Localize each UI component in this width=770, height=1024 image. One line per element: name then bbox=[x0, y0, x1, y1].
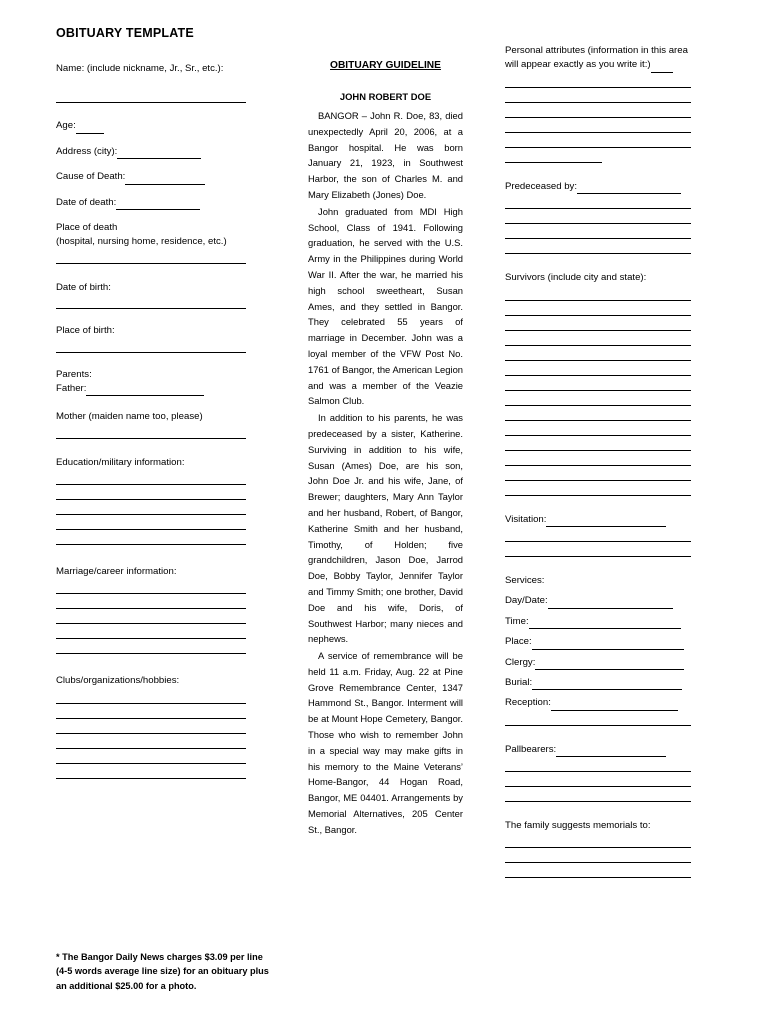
pallbearers-input-line-1[interactable] bbox=[556, 745, 666, 757]
name-label: Name: (include nickname, Jr., Sr., etc.): bbox=[56, 63, 224, 74]
burial-input-line[interactable] bbox=[532, 678, 682, 690]
date-of-birth-input-line[interactable] bbox=[56, 308, 246, 309]
left-column bbox=[56, 26, 246, 790]
sample-paragraph-1: BANGOR – John R. Doe, 83, died unexpectedly April 20, 2006, at a Bangor hospital. He was born January 21, 1923, in Southwest Harbor, the son of Charles M. and Mary Elizabeth (Jones) Doe. bbox=[308, 110, 463, 200]
clergy-input-line[interactable] bbox=[535, 658, 684, 670]
day-date-input-line[interactable] bbox=[548, 597, 673, 609]
marriage-input-line-2[interactable] bbox=[56, 608, 246, 609]
reception-input-line-1[interactable] bbox=[551, 699, 678, 711]
attributes-input-line-1[interactable] bbox=[505, 87, 691, 88]
survivors-input-line-5[interactable] bbox=[505, 360, 691, 361]
date-of-death-input-line[interactable] bbox=[116, 198, 200, 210]
place-of-death-sublabel: (hospital, nursing home, residence, etc.) bbox=[56, 236, 227, 248]
date-of-birth-field-block bbox=[56, 281, 246, 309]
pallbearers-block bbox=[505, 743, 691, 802]
mother-label: Mother (maiden name too, please) bbox=[56, 411, 203, 423]
survivors-input-line-6[interactable] bbox=[505, 375, 691, 376]
place-of-birth-label: Place of birth: bbox=[56, 325, 115, 337]
father-input-line[interactable] bbox=[86, 384, 204, 396]
pallbearers-input-line-3[interactable] bbox=[505, 786, 691, 787]
cause-field-block bbox=[56, 170, 246, 184]
education-input-line-5[interactable] bbox=[56, 544, 246, 545]
pallbearers-input-line-2[interactable] bbox=[505, 771, 691, 772]
burial-row bbox=[505, 676, 691, 690]
place-of-death-field-block bbox=[56, 221, 246, 264]
mother-field-block bbox=[56, 410, 246, 438]
memorials-input-line-1[interactable] bbox=[505, 847, 691, 848]
parents-label: Parents: bbox=[56, 368, 92, 380]
attributes-inline-line[interactable] bbox=[651, 61, 673, 73]
place-of-birth-field-block bbox=[56, 324, 246, 352]
reception-label: Reception: bbox=[505, 697, 551, 709]
age-row bbox=[56, 119, 246, 133]
address-label: Address (city): bbox=[56, 145, 118, 157]
personal-attributes-block bbox=[505, 44, 691, 163]
footnote-line-1: * The Bangor Daily News charges $3.09 per line bbox=[56, 952, 263, 962]
attributes-input-line-5[interactable] bbox=[505, 147, 691, 148]
address-field-block bbox=[56, 145, 246, 159]
date-of-death-row bbox=[56, 196, 246, 210]
marriage-input-line-1[interactable] bbox=[56, 593, 246, 594]
education-field-block bbox=[56, 456, 246, 545]
attributes-input-line-3[interactable] bbox=[505, 117, 691, 118]
education-input-line-1[interactable] bbox=[56, 484, 246, 485]
predeceased-row bbox=[505, 180, 691, 194]
clubs-input-line-6[interactable] bbox=[56, 778, 246, 779]
clubs-input-line-1[interactable] bbox=[56, 703, 246, 704]
clubs-input-line-5[interactable] bbox=[56, 763, 246, 764]
place-of-death-input-line[interactable] bbox=[56, 263, 246, 264]
survivors-input-line-4[interactable] bbox=[505, 345, 691, 346]
footnote bbox=[56, 950, 271, 993]
education-input-line-2[interactable] bbox=[56, 499, 246, 500]
name-field-block bbox=[56, 62, 246, 103]
age-input-line[interactable] bbox=[76, 122, 104, 134]
marriage-label: Marriage/career information: bbox=[56, 566, 177, 578]
clergy-label: Clergy: bbox=[505, 656, 536, 668]
survivors-input-line-7[interactable] bbox=[505, 390, 691, 391]
father-row bbox=[56, 382, 246, 396]
memorials-input-line-2[interactable] bbox=[505, 862, 691, 863]
services-block bbox=[505, 574, 691, 726]
place-row bbox=[505, 635, 691, 649]
cause-label: Cause of Death: bbox=[56, 171, 126, 183]
visitation-input-line-2[interactable] bbox=[505, 541, 691, 542]
survivors-label: Survivors (include city and state): bbox=[505, 272, 647, 284]
visitation-input-line-1[interactable] bbox=[546, 515, 666, 527]
attributes-label-line-2 bbox=[505, 58, 691, 72]
clubs-field-block bbox=[56, 674, 246, 778]
guideline-title: OBITUARY GUIDELINE bbox=[330, 60, 441, 71]
survivors-input-line-3[interactable] bbox=[505, 330, 691, 331]
clubs-label: Clubs/organizations/hobbies: bbox=[56, 675, 180, 687]
date-of-birth-label: Date of birth: bbox=[56, 281, 111, 293]
memorials-block bbox=[505, 819, 691, 878]
survivors-input-line-8[interactable] bbox=[505, 405, 691, 406]
age-field-block bbox=[56, 119, 246, 133]
sample-obituary-name: JOHN ROBERT DOE bbox=[339, 91, 432, 102]
page-title: OBITUARY TEMPLATE bbox=[56, 26, 194, 40]
place-of-birth-input-line[interactable] bbox=[56, 352, 246, 353]
predeceased-input-line-4[interactable] bbox=[505, 238, 691, 239]
cause-input-line[interactable] bbox=[125, 173, 205, 185]
place-of-death-label: Place of death bbox=[56, 221, 118, 233]
visitation-row bbox=[505, 513, 691, 527]
place-label: Place: bbox=[505, 636, 532, 648]
footnote-line-2: (4-5 words average line size) for an obituary plus bbox=[56, 966, 269, 977]
clergy-row bbox=[505, 656, 691, 670]
predeceased-label: Predeceased by: bbox=[505, 180, 577, 192]
survivors-input-line-12[interactable] bbox=[505, 465, 691, 466]
attributes-label-line-1: Personal attributes (information in this area bbox=[505, 45, 688, 56]
clubs-input-line-4[interactable] bbox=[56, 748, 246, 749]
services-label: Services: bbox=[505, 574, 545, 586]
attributes-label-line-2-text: will appear exactly as you write it:) bbox=[505, 59, 651, 71]
burial-label: Burial: bbox=[505, 676, 533, 688]
age-label: Age: bbox=[56, 120, 76, 132]
survivors-input-line-11[interactable] bbox=[505, 450, 691, 451]
memorials-label: The family suggests memorials to: bbox=[505, 820, 651, 832]
sample-paragraph-3: In addition to his parents, he was predeceased by a sister, Katherine. Surviving in addition to his wife, Susan (Ames) Doe, are his son, John Doe Jr. and his wife, Jane, of Brewer; daughters, Mary Ann Taylor and her husband, Robert, of Bangor, Katherine Smith and her husband, Timothy, of Holden; five grandchildren, Jason Doe, Jarrod Doe, Bobby Taylor, Jennifer Taylor and Timmy Smith; one brother, David Doe and his wife, Doris, of Southwest Harbor; many nieces and nephews. bbox=[308, 412, 463, 645]
marriage-input-line-3[interactable] bbox=[56, 623, 246, 624]
survivors-input-line-10[interactable] bbox=[505, 435, 691, 436]
day-date-label: Day/Date: bbox=[505, 595, 548, 607]
education-input-line-3[interactable] bbox=[56, 514, 246, 515]
address-row bbox=[56, 145, 246, 159]
predeceased-input-line-3[interactable] bbox=[505, 223, 691, 224]
cause-row bbox=[56, 170, 246, 184]
clubs-input-line-2[interactable] bbox=[56, 718, 246, 719]
date-of-death-field-block bbox=[56, 196, 246, 210]
predeceased-input-line-2[interactable] bbox=[505, 208, 691, 209]
father-label: Father: bbox=[56, 382, 87, 394]
pallbearers-label: Pallbearers: bbox=[505, 743, 557, 755]
sample-paragraph-2: John graduated from MDI High School, Class of 1941. Following graduation, he served with the U.S. Army in the Philippines during World War II. After the war, he married his high school sweetheart, Susan Ames, and they settled in Bangor. They celebrated 55 years of marriage in December. John was a loyal member of the VFW Post No. 1761 of Bangor, the American Legion and was a member of the Veazie Salmon Club. bbox=[308, 205, 463, 407]
reception-row bbox=[505, 696, 691, 710]
attributes-input-line-4[interactable] bbox=[505, 132, 691, 133]
predeceased-input-line-1[interactable] bbox=[577, 182, 681, 194]
time-row bbox=[505, 615, 691, 629]
attributes-input-line-2[interactable] bbox=[505, 102, 691, 103]
visitation-label: Visitation: bbox=[505, 513, 547, 525]
survivors-input-line-13[interactable] bbox=[505, 480, 691, 481]
survivors-block bbox=[505, 271, 691, 495]
date-of-death-label: Date of death: bbox=[56, 196, 117, 208]
survivors-input-line-2[interactable] bbox=[505, 315, 691, 316]
survivors-input-line-9[interactable] bbox=[505, 420, 691, 421]
mother-input-line[interactable] bbox=[56, 438, 246, 439]
day-date-row bbox=[505, 594, 691, 608]
memorials-input-line-3[interactable] bbox=[505, 877, 691, 878]
time-label: Time: bbox=[505, 615, 529, 627]
footnote-line-3: an additional $25.00 for a photo. bbox=[56, 980, 197, 991]
education-input-line-4[interactable] bbox=[56, 529, 246, 530]
predeceased-block bbox=[505, 180, 691, 254]
parents-field-block bbox=[56, 368, 246, 397]
clubs-input-line-3[interactable] bbox=[56, 733, 246, 734]
sample-paragraph-4: A service of remembrance will be held 11 a.m. Friday, Aug. 22 at Pine Grove Remembrance Center, 1347 Hammond St., Bangor. Interment will be at Mount Hope Cemetery, Bangor. Those who wish to remember John in a special way may make gifts in his memory to the Maine Veterans’ Home-Bangor, 44 Hogan Road, Bangor, ME 04401. Arrangements by Memorial Alternatives, 205 Center St., Bangor. bbox=[308, 650, 463, 835]
survivors-input-line-1[interactable] bbox=[505, 300, 691, 301]
marriage-input-line-5[interactable] bbox=[56, 653, 246, 654]
pallbearers-row bbox=[505, 743, 691, 757]
time-input-line[interactable] bbox=[529, 617, 681, 629]
right-column bbox=[505, 44, 691, 878]
marriage-input-line-4[interactable] bbox=[56, 638, 246, 639]
marriage-field-block bbox=[56, 565, 246, 654]
education-label: Education/military information: bbox=[56, 456, 185, 468]
obituary-guideline-column bbox=[308, 60, 463, 839]
address-input-line[interactable] bbox=[117, 147, 201, 159]
name-input-line[interactable] bbox=[56, 102, 246, 103]
place-input-line[interactable] bbox=[532, 638, 684, 650]
visitation-block bbox=[505, 513, 691, 557]
